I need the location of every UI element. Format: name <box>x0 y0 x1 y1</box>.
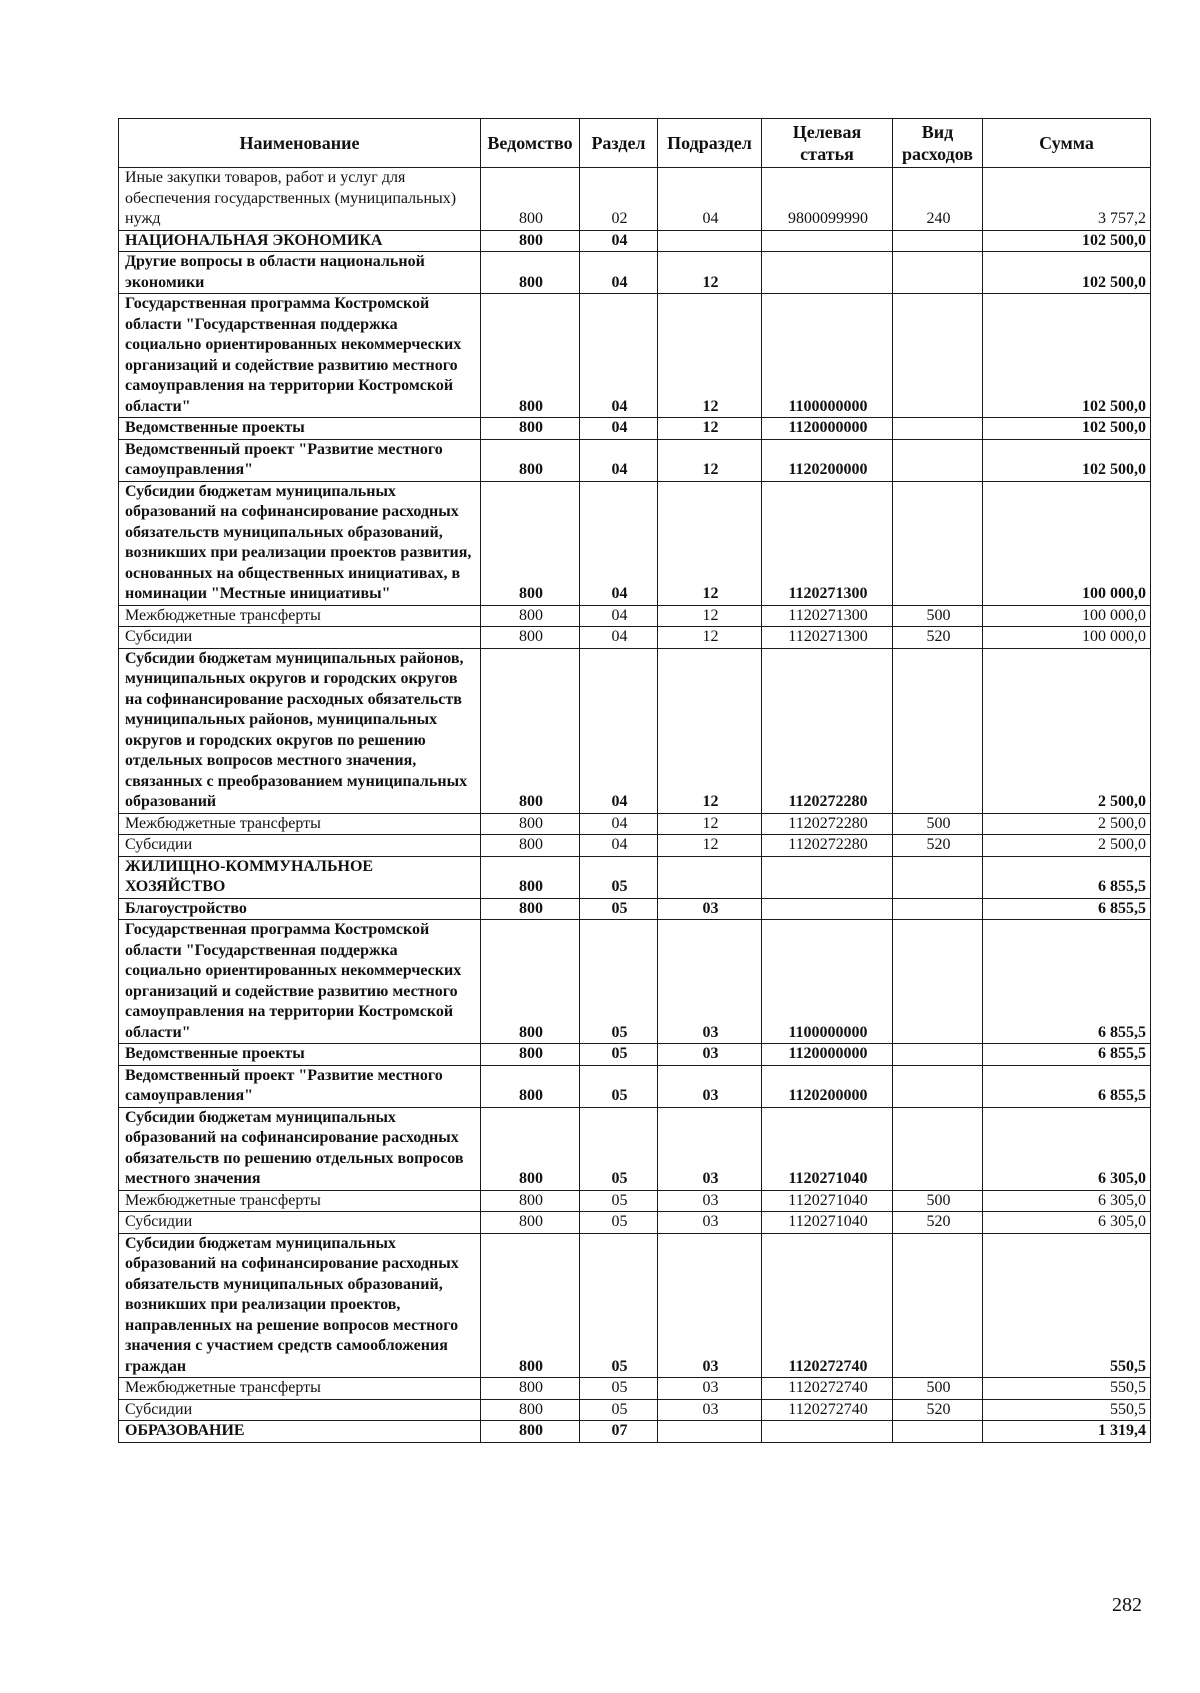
cell-sum: 102 500,0 <box>983 294 1151 418</box>
cell-kind: 520 <box>893 627 983 649</box>
table-row <box>119 1065 1151 1107</box>
cell-target: 1120272280 <box>762 813 893 835</box>
cell-target: 1120271040 <box>762 1212 893 1234</box>
cell-target: 1120272740 <box>762 1233 893 1378</box>
cell-section: 04 <box>580 230 658 252</box>
table-row <box>119 813 1151 835</box>
cell-section: 04 <box>580 252 658 294</box>
cell-section: 07 <box>580 1421 658 1443</box>
cell-name: Ведомственные проекты <box>119 418 481 440</box>
cell-dept: 800 <box>481 627 580 649</box>
cell-subsection: 03 <box>658 1378 762 1400</box>
cell-section: 05 <box>580 1190 658 1212</box>
table-row <box>119 1233 1151 1378</box>
cell-name: Межбюджетные трансферты <box>119 813 481 835</box>
cell-target: 1120000000 <box>762 418 893 440</box>
cell-section: 04 <box>580 294 658 418</box>
table-row <box>119 1421 1151 1443</box>
cell-kind <box>893 648 983 813</box>
cell-name: Субсидии бюджетам муниципальных образований на софинансирование расходных обязательств муниципальных образований, возникших при реализации проектов развития, основанных на общественных инициативах, в номинации "Местные инициативы" <box>119 481 481 605</box>
cell-section: 05 <box>580 1065 658 1107</box>
cell-kind: 520 <box>893 835 983 857</box>
cell-section: 05 <box>580 1378 658 1400</box>
cell-target: 1120200000 <box>762 439 893 481</box>
cell-section: 05 <box>580 1212 658 1234</box>
cell-kind <box>893 481 983 605</box>
cell-name: Ведомственные проекты <box>119 1044 481 1066</box>
cell-dept: 800 <box>481 648 580 813</box>
cell-sum: 100 000,0 <box>983 481 1151 605</box>
cell-kind: 520 <box>893 1399 983 1421</box>
cell-subsection: 12 <box>658 605 762 627</box>
table-row <box>119 1378 1151 1400</box>
cell-name: Благоустройство <box>119 898 481 920</box>
cell-sum: 6 855,5 <box>983 1044 1151 1066</box>
cell-target: 1100000000 <box>762 920 893 1044</box>
cell-kind <box>893 230 983 252</box>
cell-subsection <box>658 856 762 898</box>
cell-section: 05 <box>580 920 658 1044</box>
cell-target: 1120272280 <box>762 835 893 857</box>
cell-kind <box>893 294 983 418</box>
cell-name: НАЦИОНАЛЬНАЯ ЭКОНОМИКА <box>119 230 481 252</box>
cell-subsection: 12 <box>658 418 762 440</box>
cell-section: 05 <box>580 1233 658 1378</box>
cell-dept: 800 <box>481 1190 580 1212</box>
cell-kind <box>893 1233 983 1378</box>
cell-section: 04 <box>580 481 658 605</box>
cell-section: 05 <box>580 1399 658 1421</box>
cell-sum: 6 855,5 <box>983 898 1151 920</box>
cell-subsection: 12 <box>658 294 762 418</box>
cell-name: ЖИЛИЩНО-КОММУНАЛЬНОЕ ХОЗЯЙСТВО <box>119 856 481 898</box>
cell-dept: 800 <box>481 294 580 418</box>
cell-subsection: 03 <box>658 1044 762 1066</box>
cell-kind <box>893 1421 983 1443</box>
cell-name: Субсидии <box>119 627 481 649</box>
cell-section: 02 <box>580 168 658 231</box>
cell-section: 05 <box>580 898 658 920</box>
cell-target <box>762 230 893 252</box>
cell-dept: 800 <box>481 252 580 294</box>
cell-section: 04 <box>580 648 658 813</box>
cell-section: 05 <box>580 1107 658 1190</box>
table-row <box>119 835 1151 857</box>
cell-dept: 800 <box>481 898 580 920</box>
cell-kind: 500 <box>893 1190 983 1212</box>
table-row <box>119 920 1151 1044</box>
cell-target: 1120271300 <box>762 481 893 605</box>
cell-target: 1120271040 <box>762 1107 893 1190</box>
cell-subsection: 03 <box>658 1212 762 1234</box>
cell-sum: 1 319,4 <box>983 1421 1151 1443</box>
cell-kind <box>893 1107 983 1190</box>
cell-sum: 100 000,0 <box>983 627 1151 649</box>
cell-sum: 6 305,0 <box>983 1107 1151 1190</box>
cell-dept: 800 <box>481 835 580 857</box>
table-row <box>119 168 1151 231</box>
cell-sum: 102 500,0 <box>983 230 1151 252</box>
cell-sum: 6 305,0 <box>983 1212 1151 1234</box>
cell-section: 04 <box>580 813 658 835</box>
cell-dept: 800 <box>481 168 580 231</box>
table-row <box>119 898 1151 920</box>
header-section: Раздел <box>580 119 658 168</box>
table-row <box>119 605 1151 627</box>
cell-kind: 520 <box>893 1212 983 1234</box>
cell-target: 1120272740 <box>762 1378 893 1400</box>
cell-kind <box>893 856 983 898</box>
cell-subsection: 03 <box>658 920 762 1044</box>
cell-name: Государственная программа Костромской области "Государственная поддержка социально ориентированных некоммерческих организаций и содействие развитию местного самоуправления на территории Костромской области" <box>119 294 481 418</box>
cell-dept: 800 <box>481 1107 580 1190</box>
cell-kind: 500 <box>893 813 983 835</box>
cell-section: 05 <box>580 1044 658 1066</box>
cell-name: Государственная программа Костромской области "Государственная поддержка социально ориентированных некоммерческих организаций и содействие развитию местного самоуправления на территории Костромской области" <box>119 920 481 1044</box>
cell-target: 1120271040 <box>762 1190 893 1212</box>
cell-section: 04 <box>580 627 658 649</box>
cell-name: Иные закупки товаров, работ и услуг для обеспечения государственных (муниципальных) нужд <box>119 168 481 231</box>
cell-kind <box>893 898 983 920</box>
cell-sum: 6 855,5 <box>983 856 1151 898</box>
budget-table <box>118 118 1151 1443</box>
cell-subsection: 03 <box>658 898 762 920</box>
cell-target: 1120272280 <box>762 648 893 813</box>
cell-target: 9800099990 <box>762 168 893 231</box>
cell-sum: 550,5 <box>983 1233 1151 1378</box>
table-row <box>119 439 1151 481</box>
cell-dept: 800 <box>481 605 580 627</box>
cell-sum: 100 000,0 <box>983 605 1151 627</box>
table-row <box>119 1190 1151 1212</box>
cell-dept: 800 <box>481 856 580 898</box>
cell-kind: 240 <box>893 168 983 231</box>
cell-name: Субсидии <box>119 835 481 857</box>
cell-dept: 800 <box>481 418 580 440</box>
cell-target <box>762 898 893 920</box>
cell-subsection: 03 <box>658 1107 762 1190</box>
page-number: 282 <box>1112 1594 1142 1616</box>
cell-name: Ведомственный проект "Развитие местного самоуправления" <box>119 1065 481 1107</box>
cell-subsection: 12 <box>658 835 762 857</box>
cell-dept: 800 <box>481 1212 580 1234</box>
cell-target: 1120272740 <box>762 1399 893 1421</box>
cell-name: Субсидии бюджетам муниципальных образований на софинансирование расходных обязательств по решению отдельных вопросов местного значения <box>119 1107 481 1190</box>
cell-sum: 2 500,0 <box>983 835 1151 857</box>
cell-section: 05 <box>580 856 658 898</box>
cell-kind: 500 <box>893 605 983 627</box>
cell-sum: 2 500,0 <box>983 813 1151 835</box>
cell-dept: 800 <box>481 230 580 252</box>
cell-subsection: 12 <box>658 481 762 605</box>
cell-sum: 550,5 <box>983 1399 1151 1421</box>
cell-kind <box>893 1065 983 1107</box>
cell-sum: 6 305,0 <box>983 1190 1151 1212</box>
cell-name: Субсидии <box>119 1399 481 1421</box>
cell-sum: 102 500,0 <box>983 252 1151 294</box>
header-target: Целевая статья <box>762 119 893 168</box>
cell-section: 04 <box>580 439 658 481</box>
cell-section: 04 <box>580 605 658 627</box>
cell-subsection: 12 <box>658 813 762 835</box>
cell-target: 1120200000 <box>762 1065 893 1107</box>
cell-name: Межбюджетные трансферты <box>119 1378 481 1400</box>
cell-target <box>762 1421 893 1443</box>
cell-name: Межбюджетные трансферты <box>119 605 481 627</box>
cell-dept: 800 <box>481 1065 580 1107</box>
header-kind: Вид расходов <box>893 119 983 168</box>
cell-subsection: 12 <box>658 627 762 649</box>
cell-sum: 102 500,0 <box>983 439 1151 481</box>
cell-kind: 500 <box>893 1378 983 1400</box>
header-subsection: Подраздел <box>658 119 762 168</box>
table-row <box>119 230 1151 252</box>
cell-subsection: 03 <box>658 1233 762 1378</box>
cell-name: Субсидии бюджетам муниципальных районов, муниципальных округов и городских округов на софинансирование расходных обязательств муниципальных районов, муниципальных округов и городских округов по решению отдельных вопросов местного значения, связанных с преобразованием муниципальных образований <box>119 648 481 813</box>
table-row <box>119 1399 1151 1421</box>
table-row <box>119 856 1151 898</box>
cell-name: ОБРАЗОВАНИЕ <box>119 1421 481 1443</box>
cell-target: 1120000000 <box>762 1044 893 1066</box>
cell-subsection: 12 <box>658 648 762 813</box>
cell-name: Ведомственный проект "Развитие местного самоуправления" <box>119 439 481 481</box>
cell-subsection <box>658 230 762 252</box>
cell-sum: 6 855,5 <box>983 920 1151 1044</box>
header-sum: Сумма <box>983 119 1151 168</box>
table-row <box>119 481 1151 605</box>
table-row <box>119 1107 1151 1190</box>
cell-dept: 800 <box>481 920 580 1044</box>
cell-sum: 2 500,0 <box>983 648 1151 813</box>
cell-kind <box>893 1044 983 1066</box>
cell-dept: 800 <box>481 1233 580 1378</box>
cell-name: Межбюджетные трансферты <box>119 1190 481 1212</box>
cell-sum: 3 757,2 <box>983 168 1151 231</box>
cell-subsection <box>658 1421 762 1443</box>
table-row <box>119 627 1151 649</box>
cell-kind <box>893 920 983 1044</box>
cell-subsection: 03 <box>658 1190 762 1212</box>
cell-section: 04 <box>580 418 658 440</box>
cell-name: Другие вопросы в области национальной экономики <box>119 252 481 294</box>
cell-subsection: 12 <box>658 252 762 294</box>
cell-name: Субсидии <box>119 1212 481 1234</box>
cell-sum: 102 500,0 <box>983 418 1151 440</box>
cell-target: 1100000000 <box>762 294 893 418</box>
cell-subsection: 03 <box>658 1065 762 1107</box>
cell-sum: 6 855,5 <box>983 1065 1151 1107</box>
cell-dept: 800 <box>481 1044 580 1066</box>
header-name: Наименование <box>119 119 481 168</box>
cell-dept: 800 <box>481 1399 580 1421</box>
table-row <box>119 252 1151 294</box>
cell-target <box>762 252 893 294</box>
cell-subsection: 03 <box>658 1399 762 1421</box>
cell-subsection: 04 <box>658 168 762 231</box>
cell-kind <box>893 252 983 294</box>
table-body <box>119 168 1151 1443</box>
table-row <box>119 1044 1151 1066</box>
table-row <box>119 418 1151 440</box>
table-row <box>119 648 1151 813</box>
cell-section: 04 <box>580 835 658 857</box>
cell-subsection: 12 <box>658 439 762 481</box>
cell-dept: 800 <box>481 1378 580 1400</box>
cell-kind <box>893 418 983 440</box>
table-row <box>119 294 1151 418</box>
cell-dept: 800 <box>481 481 580 605</box>
table-header-row <box>119 119 1151 168</box>
cell-kind <box>893 439 983 481</box>
cell-target <box>762 856 893 898</box>
cell-target: 1120271300 <box>762 605 893 627</box>
cell-target: 1120271300 <box>762 627 893 649</box>
cell-name: Субсидии бюджетам муниципальных образований на софинансирование расходных обязательств муниципальных образований, возникших при реализации проектов, направленных на решение вопросов местного значения с участием средств самообложения граждан <box>119 1233 481 1378</box>
cell-dept: 800 <box>481 439 580 481</box>
header-dept: Ведомство <box>481 119 580 168</box>
cell-sum: 550,5 <box>983 1378 1151 1400</box>
cell-dept: 800 <box>481 813 580 835</box>
cell-dept: 800 <box>481 1421 580 1443</box>
table-row <box>119 1212 1151 1234</box>
